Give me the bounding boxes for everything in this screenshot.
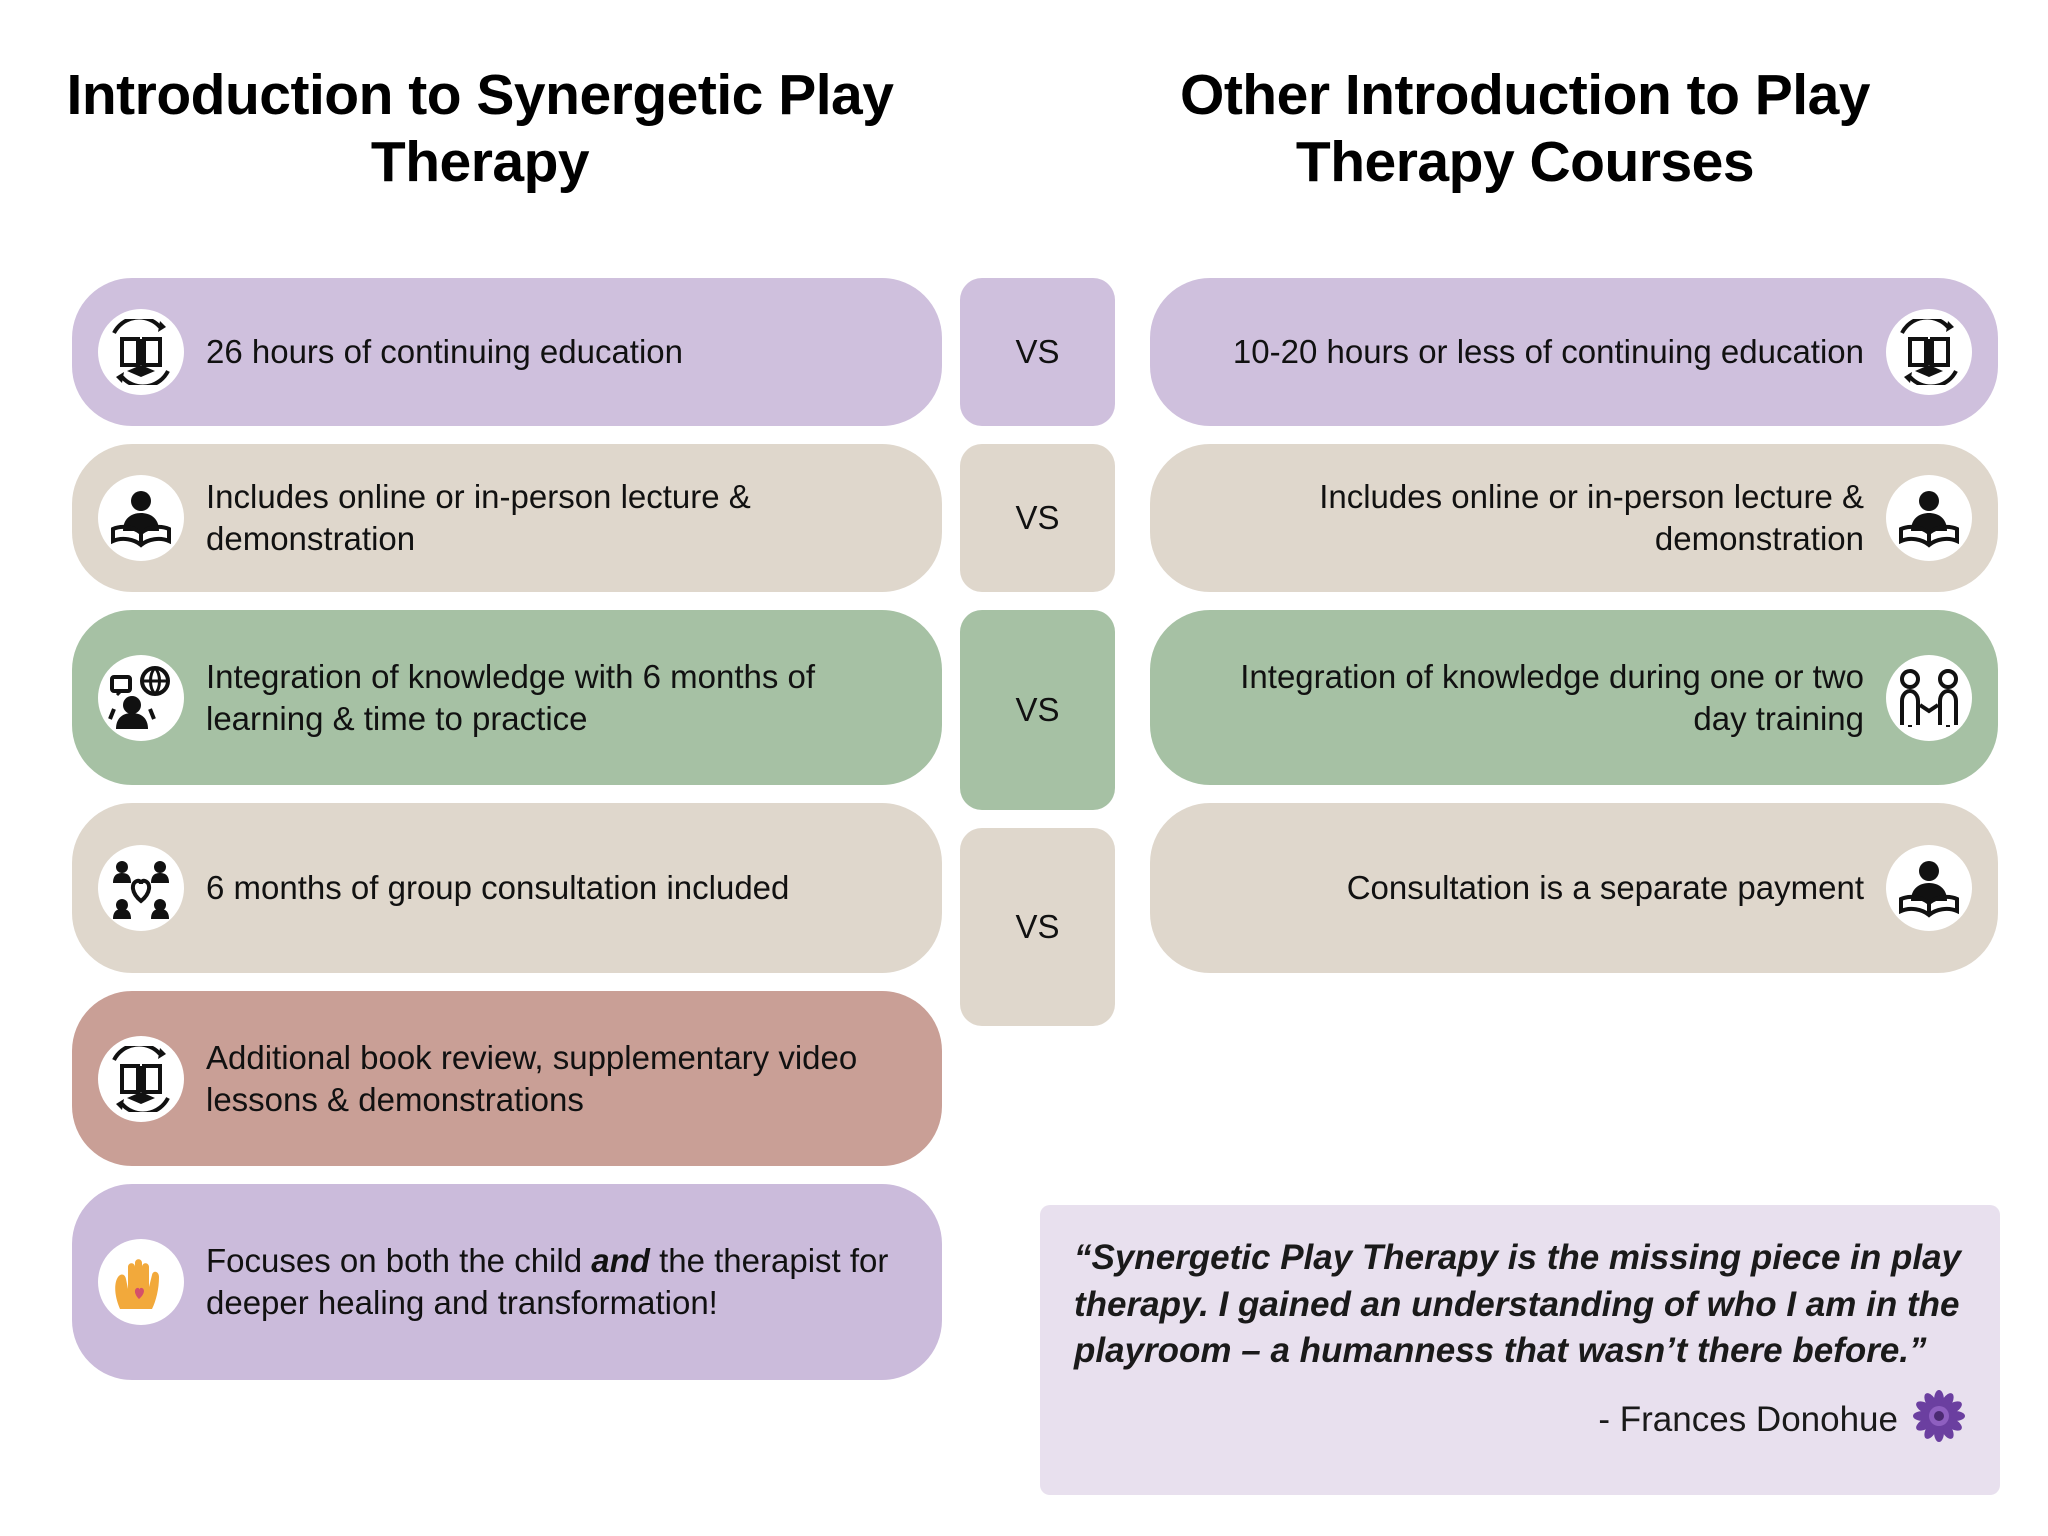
vs-badge-3: VS: [960, 610, 1115, 810]
testimonial-attribution: [1074, 1389, 1966, 1452]
feature-pill-text: 10-20 hours or less of continuing education: [1232, 333, 1864, 371]
feature-pill-right-2: [1150, 444, 1998, 592]
vs-badge-4: VS: [960, 828, 1115, 1026]
feature-pill-text: Additional book review, supplementary video lessons & demonstrations: [206, 1038, 858, 1118]
person-globe-icon: [98, 655, 184, 741]
person-reading-icon: [1886, 475, 1972, 561]
handshake-icon: [1886, 655, 1972, 741]
flower-icon: [1912, 1389, 1966, 1452]
book-graduation-icon: [98, 1036, 184, 1122]
testimonial-card: [1040, 1205, 2000, 1495]
feature-pill-text: Includes online or in-person lecture & demonstration: [1319, 478, 1864, 557]
testimonial-text: “Synergetic Play Therapy is the missing piece in play therapy. I gained an understanding of who I am in the playroom – a humanness that wasn’t there before.”: [1074, 1238, 1961, 1371]
feature-pill-left-2: [72, 444, 942, 592]
page-title-right: Other Introduction to Play Therapy Courses: [1179, 63, 1870, 194]
column-synergetic: [72, 278, 942, 1398]
vs-badge-1: VS: [960, 278, 1115, 426]
testimonial-author: - Frances Donohue: [1598, 1400, 1898, 1440]
hand-heart-icon: [98, 1239, 184, 1325]
feature-pill-text: Includes online or in-person lecture & demonstration: [206, 478, 751, 557]
feature-pill-right-3: [1150, 610, 1998, 785]
person-reading-icon: [1886, 845, 1972, 931]
column-vs: [960, 278, 1115, 1044]
feature-pill-text: Focuses on both the child and the therapist for deeper healing and transformation!: [206, 1242, 889, 1321]
feature-pill-left-3: [72, 610, 942, 785]
feature-pill-text: Integration of knowledge during one or two day training: [1240, 657, 1864, 737]
person-reading-icon: [98, 475, 184, 561]
feature-pill-left-1: [72, 278, 942, 426]
feature-pill-text: 6 months of group consultation included: [206, 869, 790, 907]
feature-pill-text: Consultation is a separate payment: [1346, 869, 1864, 907]
feature-pill-text: Integration of knowledge with 6 months of learning & time to practice: [206, 657, 816, 737]
feature-pill-right-4: [1150, 803, 1998, 973]
page-title-left: Introduction to Synergetic Play Therapy: [66, 63, 894, 194]
feature-pill-right-1: [1150, 278, 1998, 426]
feature-pill-left-6: [72, 1184, 942, 1380]
feature-pill-left-4: [72, 803, 942, 973]
feature-pill-text: 26 hours of continuing education: [206, 333, 684, 371]
group-heart-icon: [98, 845, 184, 931]
book-graduation-icon: [1886, 309, 1972, 395]
vs-badge-2: VS: [960, 444, 1115, 592]
feature-pill-left-5: [72, 991, 942, 1166]
book-graduation-icon: [98, 309, 184, 395]
column-other: [1150, 278, 1998, 991]
